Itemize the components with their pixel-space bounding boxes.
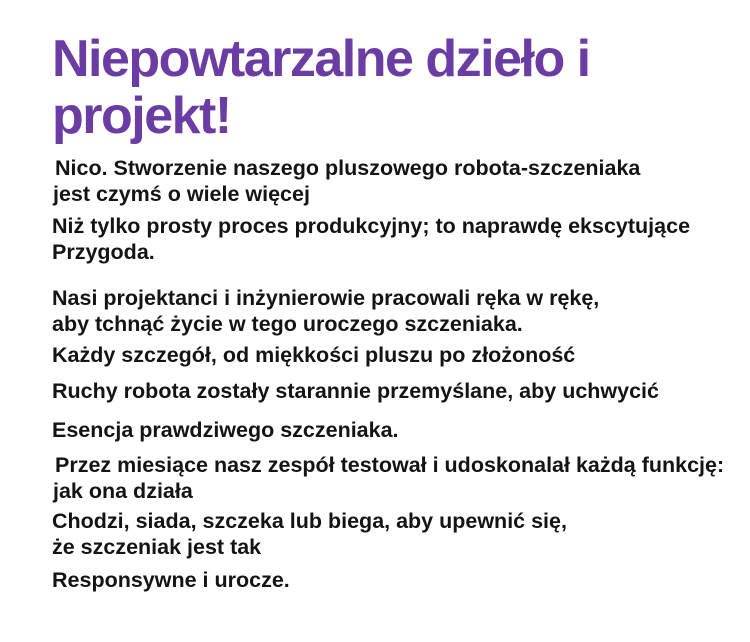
page-title-line-1: Niepowtarzalne dzieło i	[52, 30, 590, 88]
document-body	[0, 155, 750, 593]
text-line: Nico. Stworzenie naszego pluszowego robota-szczeniaka	[55, 156, 641, 180]
paragraph-8	[0, 508, 750, 560]
text-line: Każdy szczegół, od miękkości pluszu po złożoność	[52, 343, 576, 367]
text-line: Przygoda.	[52, 240, 155, 264]
text-line: aby tchnąć życie w tego uroczego szczeniaka.	[52, 312, 523, 336]
paragraph-6	[0, 417, 750, 443]
text-line: Esencja prawdziwego szczeniaka.	[52, 418, 399, 442]
text-line: Nasi projektanci i inżynierowie pracowali ręka w rękę,	[52, 286, 600, 310]
text-line: jest czymś o wiele więcej	[53, 182, 310, 206]
text-line: Chodzi, siada, szczeka lub biega, aby upewnić się,	[52, 509, 567, 533]
text-line: Responsywne i urocze.	[52, 568, 290, 592]
document-page	[0, 31, 750, 642]
paragraph-2	[0, 213, 750, 265]
text-line: Ruchy robota zostały starannie przemyślane, aby uchwycić	[52, 379, 659, 403]
page-title-line-2: projekt!	[52, 87, 231, 145]
text-line: Przez miesiące nasz zespół testował i udoskonalał każdą funkcję:	[55, 453, 725, 477]
paragraph-4	[0, 342, 750, 368]
text-line: Niż tylko prosty proces produkcyjny; to naprawdę ekscytujące	[52, 214, 691, 238]
paragraph-5	[0, 378, 750, 404]
paragraph-7	[0, 452, 750, 504]
page-title	[52, 31, 750, 145]
paragraph-9	[0, 567, 750, 593]
paragraph-1	[0, 155, 750, 207]
text-line: że szczeniak jest tak	[52, 535, 262, 559]
paragraph-3	[0, 285, 750, 337]
text-line: jak ona działa	[53, 479, 193, 503]
